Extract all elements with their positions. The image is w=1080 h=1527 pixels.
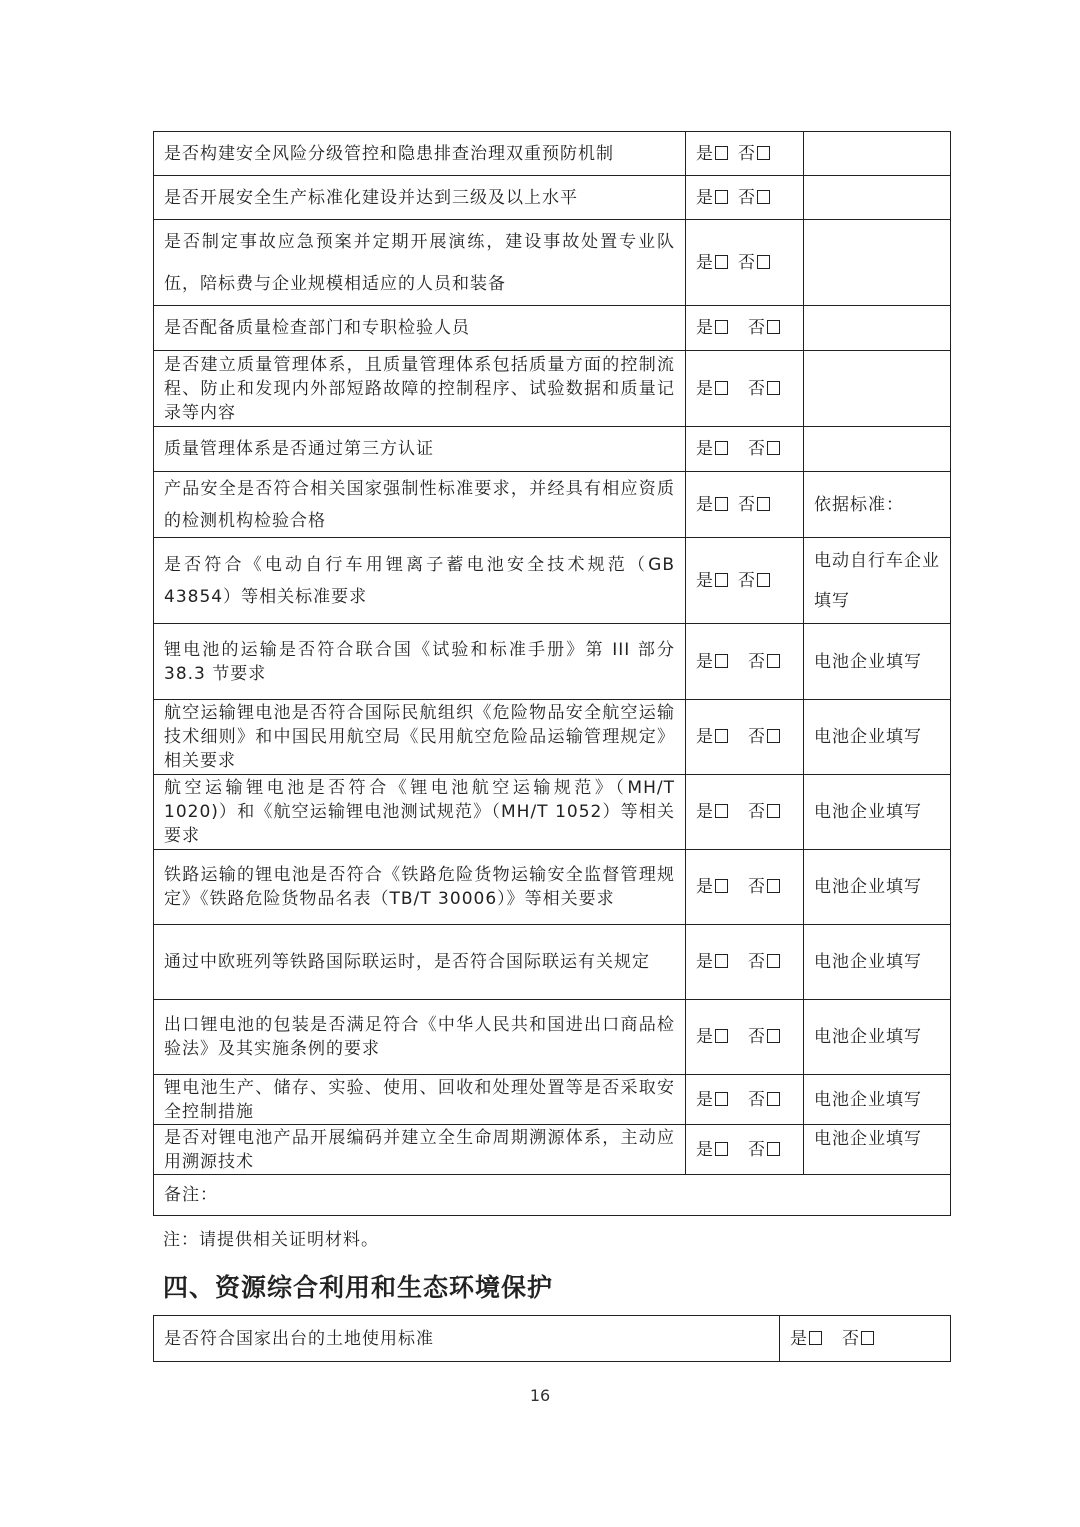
question-cell: 是否开展安全生产标准化建设并达到三级及以上水平 xyxy=(154,176,686,220)
no-option[interactable]: 否 xyxy=(748,1025,780,1049)
question-cell: 锂电池生产、储存、实验、使用、回收和处理处置等是否采取安全控制措施 xyxy=(154,1075,686,1125)
checkbox-icon[interactable] xyxy=(767,729,780,743)
no-option[interactable]: 否 xyxy=(748,316,780,340)
remarks-label: 备注： xyxy=(164,1185,218,1205)
yes-option[interactable]: 是 xyxy=(696,1025,728,1049)
question-cell: 是否建立质量管理体系，且质量管理体系包括质量方面的控制流程、防止和发现内外部短路故障的控制程序、试验数据和质量记录等内容 xyxy=(154,351,686,427)
checkbox-icon[interactable] xyxy=(767,1092,780,1106)
table-row xyxy=(154,306,951,351)
checkbox-icon[interactable] xyxy=(715,1142,728,1156)
yes-no-cell xyxy=(686,176,804,220)
no-option[interactable]: 否 xyxy=(738,251,770,275)
yes-option[interactable]: 是 xyxy=(696,950,728,974)
yes-no-cell xyxy=(686,220,804,306)
no-option[interactable]: 否 xyxy=(738,142,770,166)
table-row xyxy=(154,1125,951,1175)
table-row xyxy=(154,351,951,427)
checkbox-icon[interactable] xyxy=(715,497,728,511)
note-cell xyxy=(804,427,951,472)
yes-no-cell xyxy=(686,351,804,427)
table-row xyxy=(154,775,951,850)
page-number: 16 xyxy=(529,1386,551,1405)
yes-option[interactable]: 是 xyxy=(696,875,728,899)
table-row xyxy=(154,220,951,306)
question-cell: 出口锂电池的包装是否满足符合《中华人民共和国进出口商品检验法》及其实施条例的要求 xyxy=(154,1000,686,1075)
checkbox-icon[interactable] xyxy=(767,1029,780,1043)
checkbox-icon[interactable] xyxy=(861,1331,874,1345)
yes-no-cell xyxy=(686,538,804,624)
yes-option[interactable]: 是 xyxy=(696,569,728,593)
yes-no-cell xyxy=(686,1125,804,1175)
note-cell: 电池企业填写 xyxy=(804,1075,951,1125)
no-option[interactable]: 否 xyxy=(748,650,780,674)
question-cell: 航空运输锂电池是否符合国际民航组织《危险物品安全航空运输技术细则》和中国民用航空局《民用航空危险品运输管理规定》相关要求 xyxy=(154,700,686,775)
no-option[interactable]: 否 xyxy=(748,950,780,974)
yes-option[interactable]: 是 xyxy=(696,800,728,824)
yes-option[interactable]: 是 xyxy=(790,1327,822,1351)
yes-no-cell xyxy=(780,1316,951,1362)
yes-option[interactable]: 是 xyxy=(696,186,728,210)
note-cell xyxy=(804,220,951,306)
checkbox-icon[interactable] xyxy=(715,573,728,587)
yes-option[interactable]: 是 xyxy=(696,650,728,674)
checkbox-icon[interactable] xyxy=(715,954,728,968)
checkbox-icon[interactable] xyxy=(767,804,780,818)
question-cell: 是否对锂电池产品开展编码并建立全生命周期溯源体系，主动应用溯源技术 xyxy=(154,1125,686,1175)
checkbox-icon[interactable] xyxy=(757,190,770,204)
checkbox-icon[interactable] xyxy=(767,1142,780,1156)
checkbox-icon[interactable] xyxy=(715,654,728,668)
yes-option[interactable]: 是 xyxy=(696,725,728,749)
yes-no-cell xyxy=(686,850,804,925)
checkbox-icon[interactable] xyxy=(715,1029,728,1043)
question-cell: 通过中欧班列等铁路国际联运时，是否符合国际联运有关规定 xyxy=(154,925,686,1000)
checkbox-icon[interactable] xyxy=(757,255,770,269)
question-cell: 锂电池的运输是否符合联合国《试验和标准手册》第 III 部分 38.3 节要求 xyxy=(154,624,686,700)
checkbox-icon[interactable] xyxy=(715,320,728,334)
note-cell: 电池企业填写 xyxy=(804,1000,951,1075)
question-cell: 产品安全是否符合相关国家强制性标准要求，并经具有相应资质的检测机构检验合格 xyxy=(154,472,686,538)
question-cell: 是否构建安全风险分级管控和隐患排查治理双重预防机制 xyxy=(154,132,686,176)
table-row xyxy=(154,132,951,176)
yes-option[interactable]: 是 xyxy=(696,437,728,461)
checkbox-icon[interactable] xyxy=(809,1331,822,1345)
question-cell: 铁路运输的锂电池是否符合《铁路危险货物运输安全监督管理规定》《铁路危险货物品名表（TB/T 30006）》等相关要求 xyxy=(154,850,686,925)
no-option[interactable]: 否 xyxy=(748,377,780,401)
no-option[interactable]: 否 xyxy=(738,186,770,210)
yes-no-cell xyxy=(686,132,804,176)
table-row xyxy=(154,850,951,925)
no-option[interactable]: 否 xyxy=(748,1138,780,1162)
section-heading: 四、资源综合利用和生态环境保护 xyxy=(163,1273,554,1302)
note-cell xyxy=(804,132,951,176)
yes-option[interactable]: 是 xyxy=(696,377,728,401)
no-option[interactable]: 否 xyxy=(748,875,780,899)
no-option[interactable]: 否 xyxy=(748,725,780,749)
table-row xyxy=(154,1075,951,1125)
checkbox-icon[interactable] xyxy=(715,146,728,160)
note-cell xyxy=(804,176,951,220)
note-cell: 电池企业填写 xyxy=(804,700,951,775)
checkbox-icon[interactable] xyxy=(715,441,728,455)
checkbox-icon[interactable] xyxy=(715,1092,728,1106)
yes-no-cell xyxy=(686,775,804,850)
yes-no-cell xyxy=(686,427,804,472)
yes-option[interactable]: 是 xyxy=(696,316,728,340)
checkbox-icon[interactable] xyxy=(767,654,780,668)
table-row xyxy=(154,176,951,220)
no-option[interactable]: 否 xyxy=(748,800,780,824)
remarks-cell[interactable] xyxy=(154,1175,951,1216)
checkbox-icon[interactable] xyxy=(715,879,728,893)
table-row xyxy=(154,427,951,472)
table-row xyxy=(154,925,951,1000)
checkbox-icon[interactable] xyxy=(715,381,728,395)
checkbox-icon[interactable] xyxy=(767,954,780,968)
table-row xyxy=(154,538,951,624)
table-row xyxy=(154,1000,951,1075)
no-option[interactable]: 否 xyxy=(738,493,770,517)
checkbox-icon[interactable] xyxy=(767,879,780,893)
checkbox-icon[interactable] xyxy=(757,497,770,511)
question-cell: 是否制定事故应急预案并定期开展演练，建设事故处置专业队伍，陪标费与企业规模相适应的人员和装备 xyxy=(154,220,686,306)
yes-no-cell xyxy=(686,624,804,700)
yes-option[interactable]: 是 xyxy=(696,142,728,166)
table-row xyxy=(154,700,951,775)
question-cell: 是否符合《电动自行车用锂离子蓄电池安全技术规范（GB 43854）等相关标准要求 xyxy=(154,538,686,624)
table-row xyxy=(154,472,951,538)
table-row xyxy=(154,624,951,700)
footnote: 注：请提供相关证明材料。 xyxy=(163,1230,379,1250)
question-cell: 航空运输锂电池是否符合《锂电池航空运输规范》（MH/T 1020)）和《航空运输锂电池测试规范》（MH/T 1052）等相关要求 xyxy=(154,775,686,850)
note-cell xyxy=(804,306,951,351)
no-option[interactable]: 否 xyxy=(748,437,780,461)
compliance-checklist-table xyxy=(153,131,951,1216)
checkbox-icon[interactable] xyxy=(757,146,770,160)
no-option[interactable]: 否 xyxy=(842,1327,874,1351)
yes-no-cell xyxy=(686,306,804,351)
land-use-table xyxy=(153,1315,951,1362)
yes-option[interactable]: 是 xyxy=(696,251,728,275)
note-cell: 电池企业填写 xyxy=(804,850,951,925)
note-cell xyxy=(804,351,951,427)
checkbox-icon[interactable] xyxy=(767,320,780,334)
note-cell: 依据标准： xyxy=(804,472,951,538)
table-row xyxy=(154,1316,951,1362)
checkbox-icon[interactable] xyxy=(767,441,780,455)
question-cell: 是否符合国家出台的土地使用标准 xyxy=(154,1316,780,1362)
note-cell: 电池企业填写 xyxy=(804,775,951,850)
checkbox-icon[interactable] xyxy=(715,804,728,818)
checkbox-icon[interactable] xyxy=(715,255,728,269)
checkbox-icon[interactable] xyxy=(767,381,780,395)
note-cell: 电池企业填写 xyxy=(804,1125,951,1175)
note-cell: 电池企业填写 xyxy=(804,624,951,700)
yes-no-cell xyxy=(686,925,804,1000)
checkbox-icon[interactable] xyxy=(715,190,728,204)
yes-option[interactable]: 是 xyxy=(696,493,728,517)
no-option[interactable]: 否 xyxy=(748,1088,780,1112)
yes-no-cell xyxy=(686,1000,804,1075)
yes-no-cell xyxy=(686,1075,804,1125)
question-cell: 质量管理体系是否通过第三方认证 xyxy=(154,427,686,472)
checkbox-icon[interactable] xyxy=(715,729,728,743)
yes-option[interactable]: 是 xyxy=(696,1138,728,1162)
question-cell: 是否配备质量检查部门和专职检验人员 xyxy=(154,306,686,351)
checkbox-icon[interactable] xyxy=(757,573,770,587)
remarks-row xyxy=(154,1175,951,1216)
no-option[interactable]: 否 xyxy=(738,569,770,593)
note-cell: 电池企业填写 xyxy=(804,925,951,1000)
yes-no-cell xyxy=(686,472,804,538)
yes-option[interactable]: 是 xyxy=(696,1088,728,1112)
yes-no-cell xyxy=(686,700,804,775)
note-cell: 电动自行车企业填写 xyxy=(804,538,951,624)
